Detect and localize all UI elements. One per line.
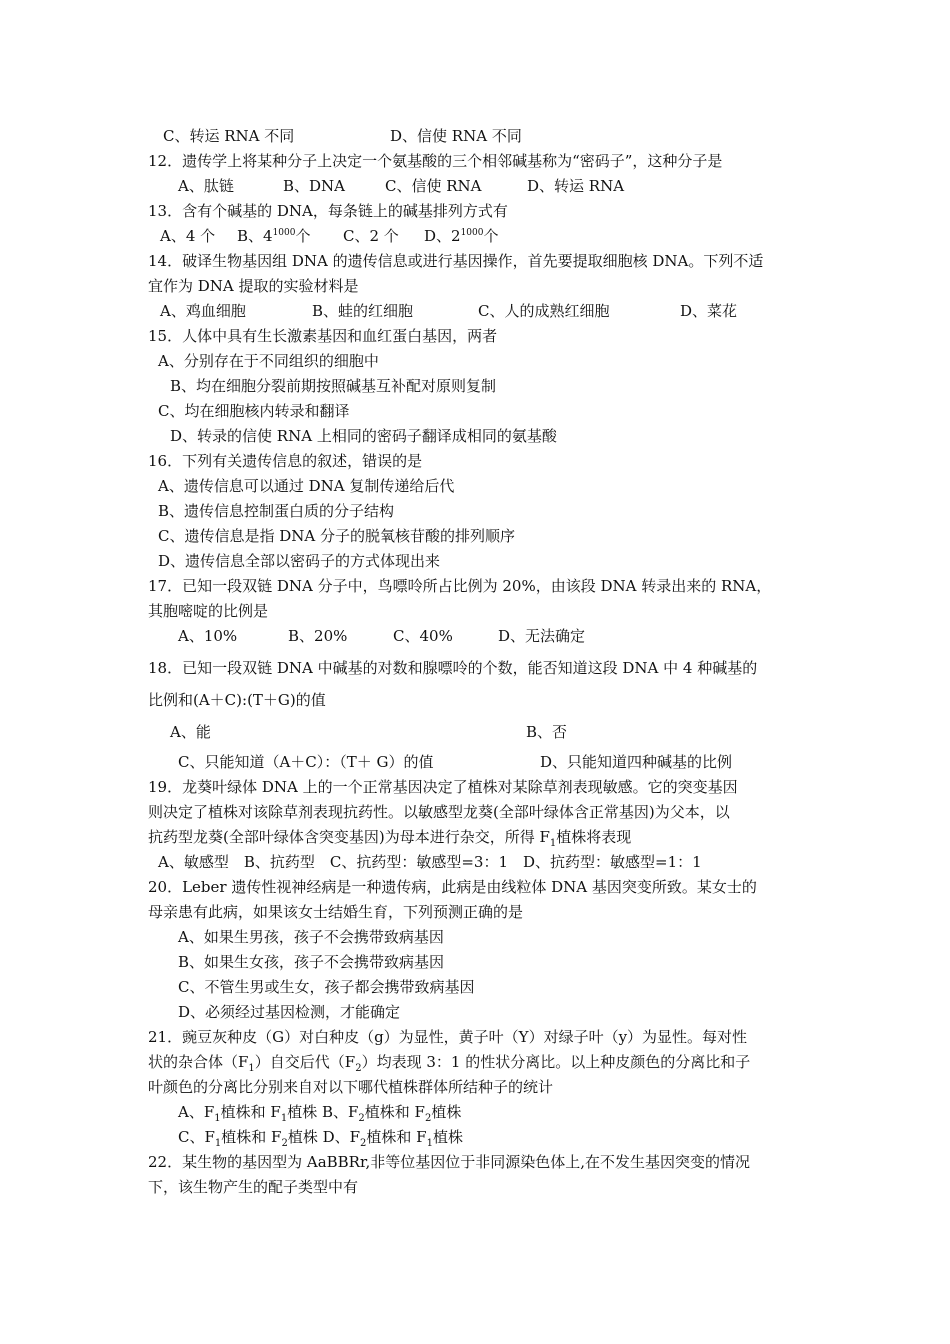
q12-option-a: A、肽链 xyxy=(178,177,234,195)
q16-option-c: C、遗传信息是指 DNA 分子的脱氧核苷酸的排列顺序 xyxy=(158,527,515,545)
q18-option-b: B、否 xyxy=(526,723,568,741)
q14-option-a: A、鸡血细胞 xyxy=(160,302,246,320)
q12-option-c: C、信使 RNA xyxy=(385,177,482,195)
q21-stem-3: 叶颜色的分离比分别来自对以下哪代植株群体所结种子的统计 xyxy=(148,1078,554,1096)
q14-stem-1: 14．破译生物基因组 DNA 的遗传信息或进行基因操作，首先要提取细胞核 DNA。下列不适 xyxy=(148,252,764,270)
q14-option-b: B、蛙的红细胞 xyxy=(312,302,414,320)
q21-stem-2: 状的杂合体$(F_1)$自交后代$(F_2)$均表现 3：1 的性状分离比。以上种皮颜色的分离比和子 xyxy=(148,1053,751,1074)
q21-options-ab: A、$F_1$植株和 $F_1$植株 B、$F_2$植株和 $F_2$植株 xyxy=(178,1103,462,1124)
q21-stem-1: 21．豌豆灰种皮（G）对白种皮（g）为显性，黄子叶（Y）对绿子叶（y）为显性。每对性 xyxy=(148,1028,748,1046)
q14-option-d: D、菜花 xyxy=(680,302,738,320)
q12-option-d: D、转运 RNA xyxy=(527,177,625,195)
q18-option-a: A、能 xyxy=(170,723,211,741)
q22-stem-1: 22．某生物的基因型为 AaBBRr,非等位基因位于非同源染色体上,在不发生基因突变的情况 xyxy=(148,1153,751,1171)
q20-option-d: D、必须经过基因检测，才能确定 xyxy=(178,1003,401,1021)
q15-option-b: B、均在细胞分裂前期按照碱基互补配对原则复制 xyxy=(170,377,497,395)
q19-stem-2: 则决定了植株对该除草剂表现抗药性。以敏感型龙葵(全部叶绿体含正常基因)为父本，以 xyxy=(148,803,730,821)
q19-options: A、敏感型 B、抗药型 C、抗药型：敏感型=3：1 D、抗药型：敏感型=1：1 xyxy=(158,853,702,871)
q19-stem-3: 抗药型龙葵(全部叶绿体含突变基因)为母本进行杂交，所得 $F_1$植株将表现 xyxy=(148,828,632,849)
q13-stem: 13．含有个碱基的 DNA，每条链上的碱基排列方式有 xyxy=(148,202,508,220)
q20-stem-1: 20．Leber 遗传性视神经病是一种遗传病，此病是由线粒体 DNA 基因突变所致。某女士的 xyxy=(148,878,757,896)
q17-option-b: B、20% xyxy=(288,627,348,645)
q18-option-d: D、只能知道四种碱基的比例 xyxy=(540,753,733,771)
q14-stem-2: 宜作为 DNA 提取的实验材料是 xyxy=(148,277,359,295)
q17-stem-1: 17．已知一段双链 DNA 分子中，鸟嘌呤所占比例为 20%，由该段 DNA 转录出来的 RNA， xyxy=(148,577,772,595)
q17-option-d: D、无法确定 xyxy=(498,627,586,645)
q20-stem-2: 母亲患有此病，如果该女士结婚生育，下列预测正确的是 xyxy=(148,903,524,921)
q16-option-a: A、遗传信息可以通过 DNA 复制传递给后代 xyxy=(158,477,455,495)
q21-options-cd: C、$F_1$植株和 $F_2$植株 D、$F_2$植株和 $F_1$植株 xyxy=(178,1128,463,1149)
q12-option-b: B、DNA xyxy=(283,177,346,195)
q16-stem: 16．下列有关遗传信息的叙述，错误的是 xyxy=(148,452,423,470)
q18-stem-2: 比例和(A＋C):(T＋G)的值 xyxy=(148,691,326,709)
q15-option-a: A、分别存在于不同组织的细胞中 xyxy=(158,352,379,370)
q11-option-c: C、转运 RNA 不同 xyxy=(163,127,295,145)
q13-option-c: C、2 个 xyxy=(343,227,399,245)
q17-option-a: A、10% xyxy=(178,627,238,645)
q20-option-c: C、不管生男或生女，孩子都会携带致病基因 xyxy=(178,978,475,996)
q13-option-b: B、$4^{1000}$个 xyxy=(237,227,311,245)
q15-option-c: C、均在细胞核内转录和翻译 xyxy=(158,402,350,420)
q15-option-d: D、转录的信使 RNA 上相同的密码子翻译成相同的氨基酸 xyxy=(170,427,557,445)
q17-option-c: C、40% xyxy=(393,627,453,645)
q17-stem-2: 其胞嘧啶的比例是 xyxy=(148,602,269,620)
q13-option-a: A、4 个 xyxy=(160,227,216,245)
q18-option-c: C、只能知道（A＋C）：（T＋ G）的值 xyxy=(178,753,434,771)
q16-option-d: D、遗传信息全部以密码子的方式体现出来 xyxy=(158,552,441,570)
q15-stem: 15．人体中具有生长激素基因和血红蛋白基因，两者 xyxy=(148,327,498,345)
q12-stem: 12．遗传学上将某种分子上决定一个氨基酸的三个相邻碱基称为“密码子”，这种分子是 xyxy=(148,152,723,170)
q11-option-d: D、信使 RNA 不同 xyxy=(390,127,522,145)
q14-option-c: C、人的成熟红细胞 xyxy=(478,302,610,320)
q22-stem-2: 下，该生物产生的配子类型中有 xyxy=(148,1178,359,1196)
q20-option-a: A、如果生男孩，孩子不会携带致病基因 xyxy=(178,928,444,946)
q13-option-d: D、$2^{1000}$个 xyxy=(424,227,499,245)
q20-option-b: B、如果生女孩，孩子不会携带致病基因 xyxy=(178,953,445,971)
q19-stem-1: 19．龙葵叶绿体 DNA 上的一个正常基因决定了植株对某除草剂表现敏感。它的突变基因 xyxy=(148,778,738,796)
q18-stem-1: 18．已知一段双链 DNA 中碱基的对数和腺嘌呤的个数，能否知道这段 DNA 中 4 种碱基的 xyxy=(148,659,758,677)
q16-option-b: B、遗传信息控制蛋白质的分子结构 xyxy=(158,502,395,520)
